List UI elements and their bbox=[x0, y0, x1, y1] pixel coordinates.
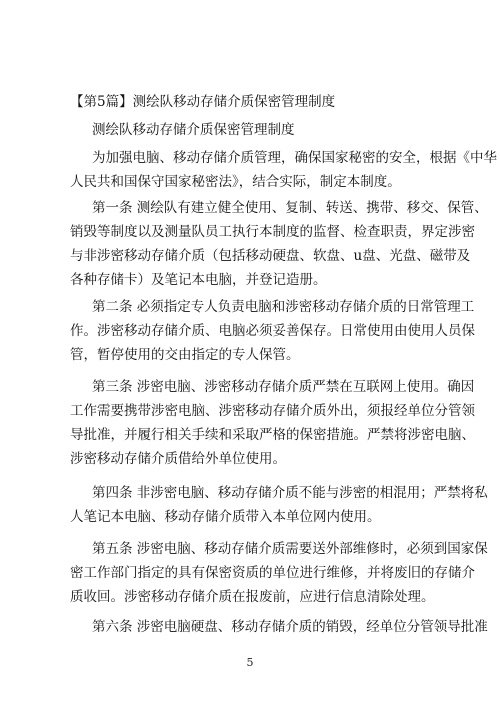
page-number: 5 bbox=[246, 656, 254, 669]
article-1-line: 销毁等制度以及测量队员工执行本制度的监督、检查职责，界定涉密 bbox=[70, 224, 475, 240]
article-5-line: 密工作部门指定的具有保密资质的单位进行维修，并将废旧的存储介 bbox=[70, 565, 475, 581]
article-3-line: 导批准，并履行相关手续和采取严格的保密措施。严禁将涉密电脑、 bbox=[70, 427, 475, 443]
article-2-line: 管，暂停使用的交由指定的专人保管。 bbox=[70, 347, 300, 363]
paragraph-intro-line: 人民共和国保守国家秘密法》，结合实际，制定本制度。 bbox=[70, 174, 401, 190]
document-heading: 【第5篇】测绘队移动存储介质保密管理制度 bbox=[70, 94, 336, 110]
article-3-line: 涉密移动存储介质借给外单位使用。 bbox=[70, 451, 286, 467]
article-2-line: 作。涉密移动存储介质、电脑必须妥善保存。日常使用由使用人员保 bbox=[70, 323, 475, 339]
paragraph-intro-line: 为加强电脑、移动存储介质管理，确保国家秘密的安全，根据《中华 bbox=[92, 150, 497, 166]
article-5-line: 质收回。涉密移动存储介质在报废前，应进行信息清除处理。 bbox=[70, 589, 435, 605]
article-4-line: 人笔记本电脑、移动存储介质带入本单位网内使用。 bbox=[70, 509, 381, 525]
article-1-line: 与非涉密移动存储介质（包括移动硬盘、软盘、u盘、光盘、磁带及 bbox=[70, 248, 471, 264]
article-5-line: 第五条 涉密电脑、移动存储介质需要送外部维修时，必须到国家保 bbox=[92, 541, 488, 557]
document-subtitle: 测绘队移动存储介质保密管理制度 bbox=[92, 122, 295, 138]
article-1-line: 第一条 测绘队有建立健全使用、复制、转送、携带、移交、保管、 bbox=[92, 200, 488, 216]
article-3-line: 第三条 涉密电脑、涉密移动存储介质严禁在互联网上使用。确因 bbox=[92, 379, 475, 395]
article-4-line: 第四条 非涉密电脑、移动存储介质不能与涉密的相混用；严禁将私 bbox=[92, 485, 488, 501]
article-3-line: 工作需要携带涉密电脑、涉密移动存储介质外出，须报经单位分管领 bbox=[70, 403, 475, 419]
article-2-line: 第二条 必须指定专人负责电脑和涉密移动存储介质的日常管理工 bbox=[92, 299, 475, 315]
article-1-line: 各种存储卡）及笔记本电脑，并登记造册。 bbox=[70, 272, 327, 288]
article-6-line: 第六条 涉密电脑硬盘、移动存储介质的销毁，经单位分管领导批准 bbox=[92, 619, 488, 635]
